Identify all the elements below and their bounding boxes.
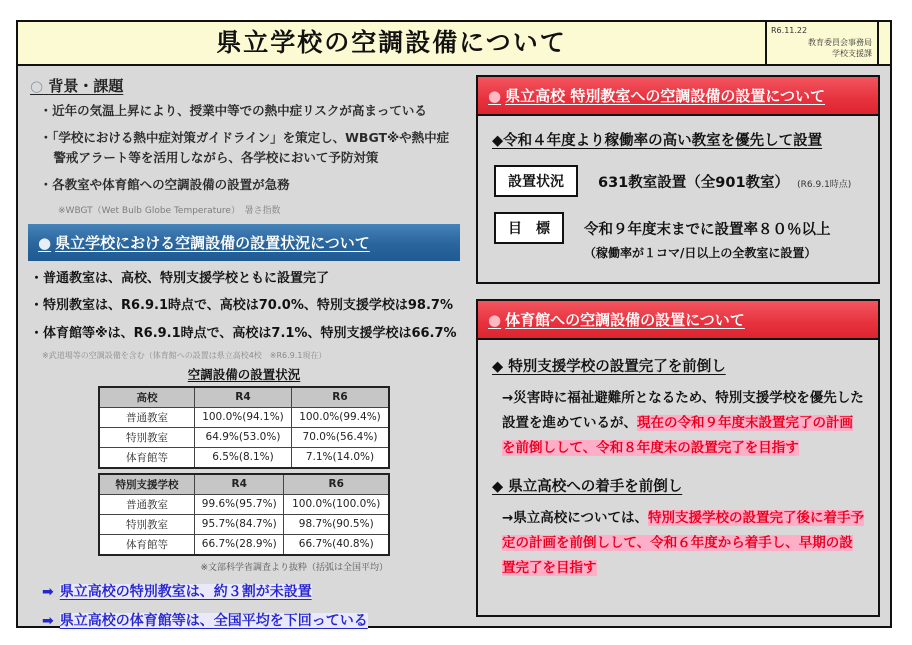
goal-condition-note: （稼働率が１コマ/日以上の全教室に設置） — [584, 246, 817, 260]
table-row — [99, 407, 389, 427]
wbgt-footnote: ※WBGT（Wet Bulb Globe Temperature） 暑さ指数 — [58, 205, 281, 216]
goal-row — [494, 212, 866, 261]
right-column — [476, 75, 880, 617]
left-column — [28, 75, 460, 629]
header-corner-box — [765, 22, 877, 64]
corner-date: R6.11.22 — [771, 26, 808, 35]
gym-body — [478, 340, 878, 601]
goal-label-box: 目 標 — [494, 212, 564, 244]
table-cell: 普通教室 — [99, 407, 195, 427]
table-header-cell: 高校 — [99, 387, 195, 408]
table-cell: 100.0%(99.4%) — [291, 407, 389, 427]
conclusion-text: 県立高校の体育館等は、全国平均を下回っている — [59, 612, 368, 629]
bullet-dot-icon: ● — [488, 87, 502, 105]
corner-dept: 学校支援課 — [832, 49, 872, 59]
gym-section-heading: ◆ 県立高校への着手を前倒し — [492, 478, 683, 495]
background-heading — [30, 75, 460, 96]
status-bullet-list — [28, 269, 460, 345]
list-item: ・普通教室は、高校、特別支援学校ともに設置完了 — [30, 270, 330, 286]
table-cell: 普通教室 — [99, 494, 195, 514]
table-cell: 6.5%(8.1%) — [195, 447, 292, 468]
table-header-cell: R6 — [284, 474, 389, 495]
circle-marker-icon: ○ — [30, 77, 44, 95]
table-cell: 特別教室 — [99, 514, 195, 534]
special-rooms-box — [476, 75, 880, 284]
right-arrow-icon: ➡ — [42, 583, 54, 600]
status-section-banner — [28, 224, 460, 261]
slide-frame — [16, 20, 892, 628]
table-source-footnote: ※文部科学省調査より抜粋（括弧は全国平均） — [200, 562, 388, 573]
table-title: 空調設備の設置状況 — [187, 366, 301, 382]
table-header-cell: R4 — [195, 387, 292, 408]
status-value-group — [598, 165, 851, 192]
gym-banner-label: 体育館への空調設備の設置について — [505, 311, 745, 329]
list-item: ・体育館等※は、R6.9.1時点で、高校は7.1%、特別支援学校は66.7% — [30, 326, 457, 342]
gym-section-heading: ◆ 特別支援学校の設置完了を前倒し — [492, 359, 726, 375]
table-cell: 体育館等 — [99, 534, 195, 555]
table-cell: 100.0%(100.0%) — [284, 494, 389, 514]
table-cell: 99.6%(95.7%) — [195, 494, 284, 514]
table-row — [99, 534, 389, 555]
table-cell: 7.1%(14.0%) — [291, 447, 389, 468]
gym-definition-footnote: ※武道場等の空調設備を含む（体育館への設置は県立高校4校 ※R6.9.1現在） — [42, 350, 327, 360]
installation-table-block — [98, 365, 390, 573]
table-cell: 66.7%(40.8%) — [284, 534, 389, 555]
content-area — [18, 66, 890, 629]
table-header-cell: 特別支援学校 — [99, 474, 195, 495]
highlighted-text: 現在の令和９年度末設置完了の計画を前倒しして、令和８年度末の設置完了を目指す — [502, 414, 853, 456]
table-row — [99, 427, 389, 447]
table-cell: 95.7%(84.7%) — [195, 514, 284, 534]
right-arrow-icon: ➡ — [42, 612, 54, 629]
table-row — [99, 494, 389, 514]
header-edge-strip — [877, 22, 890, 64]
table-cell: 100.0%(94.1%) — [195, 407, 292, 427]
gym-banner — [478, 301, 878, 340]
paragraph-lead: →災害時に福祉避難所となるため、特別支援学校を優先した設置を進めているが、 — [502, 390, 864, 431]
special-rooms-banner-label: 県立高校 特別教室への空調設備の設置について — [505, 87, 826, 105]
table-header-row — [99, 387, 389, 408]
corner-org: 教育委員会事務局 — [808, 37, 872, 47]
status-asof-note: (R6.9.1時点) — [797, 180, 852, 190]
table-row — [99, 447, 389, 468]
page-title: 県立学校の空調設備について — [216, 28, 567, 57]
highschool-table — [98, 386, 390, 469]
bullet-dot-icon: ● — [38, 233, 52, 252]
paragraph-lead: →県立高校については、 — [502, 509, 649, 526]
status-value: 631教室設置（全901教室） — [598, 175, 790, 191]
policy-heading: ◆令和４年度より稼働率の高い教室を優先して設置 — [492, 133, 823, 149]
goal-value-group — [584, 212, 831, 261]
special-rooms-body — [478, 116, 878, 282]
background-heading-label: 背景・課題 — [48, 77, 124, 95]
header — [18, 22, 890, 66]
status-row — [494, 165, 866, 197]
highlighted-text: 特別支援学校の設置完了後に着手予定の計画を前倒しして、令和６年度から着手し、早期の設置完了を目指す — [502, 509, 865, 576]
gym-box — [476, 299, 880, 617]
special-rooms-banner — [478, 77, 878, 116]
conclusion-line — [42, 610, 460, 630]
conclusion-text: 県立高校の特別教室は、約３割が未設置 — [59, 583, 312, 600]
table-cell: 特別教室 — [99, 427, 195, 447]
list-item: ・近年の気温上昇により、授業中等での熱中症リスクが高まっている — [39, 103, 427, 118]
bullet-dot-icon: ● — [488, 311, 502, 329]
special-support-table — [98, 473, 390, 556]
table-header-row — [99, 474, 389, 495]
status-label-box: 設置状況 — [494, 165, 578, 197]
list-item: ・各教室や体育館への空調設備の設置が急務 — [39, 177, 290, 193]
conclusions — [42, 581, 460, 630]
table-cell: 64.9%(53.0%) — [195, 427, 292, 447]
gym-section-paragraph — [502, 386, 866, 461]
table-cell: 70.0%(56.4%) — [291, 427, 389, 447]
table-cell: 66.7%(28.9%) — [195, 534, 284, 555]
goal-value: 令和９年度末までに設置率８０％以上 — [584, 222, 831, 238]
background-bullet-list — [34, 101, 460, 195]
list-item: ・特別教室は、R6.9.1時点で、高校は70.0%、特別支援学校は98.7% — [30, 298, 453, 314]
table-cell: 98.7%(90.5%) — [284, 514, 389, 534]
table-header-cell: R4 — [195, 474, 284, 495]
list-item: ・「学校における熱中症対策ガイドライン」を策定し、WBGT※や熱中症警戒アラート等を活用しながら、各学校において予防対策 — [39, 130, 450, 165]
status-banner-label: 県立学校における空調設備の設置状況について — [55, 233, 370, 252]
table-cell: 体育館等 — [99, 447, 195, 468]
conclusion-line — [42, 581, 460, 601]
table-header-cell: R6 — [291, 387, 389, 408]
gym-section-paragraph — [502, 506, 866, 581]
table-row — [99, 514, 389, 534]
